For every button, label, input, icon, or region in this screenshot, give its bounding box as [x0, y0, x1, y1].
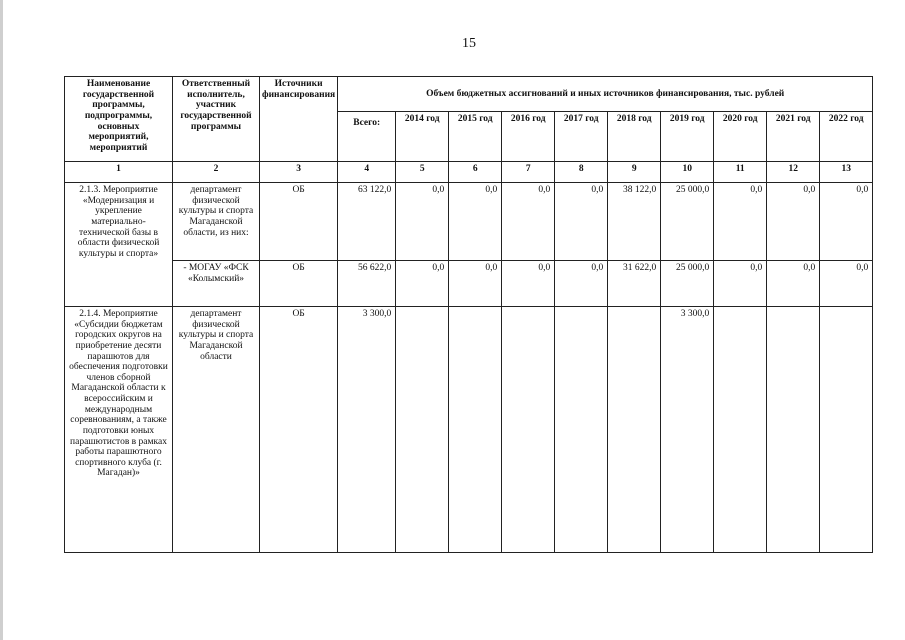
year-value — [555, 307, 608, 553]
column-number: 3 — [260, 162, 338, 183]
column-number: 12 — [767, 162, 820, 183]
funding-source: ОБ — [260, 261, 338, 307]
year-value: 0,0 — [767, 183, 820, 261]
year-value: 3 300,0 — [661, 307, 714, 553]
header-year: 2016 год — [502, 112, 555, 162]
executor: - МОГАУ «ФСК «Колымский» — [173, 261, 260, 307]
year-value: 0,0 — [714, 183, 767, 261]
year-value: 38 122,0 — [608, 183, 661, 261]
year-value — [502, 307, 555, 553]
year-value: 0,0 — [820, 183, 873, 261]
year-value — [767, 307, 820, 553]
column-number: 4 — [338, 162, 396, 183]
column-number: 13 — [820, 162, 873, 183]
column-number: 11 — [714, 162, 767, 183]
header-row-1 — [65, 77, 873, 112]
year-value: 0,0 — [820, 261, 873, 307]
column-number: 10 — [661, 162, 714, 183]
header-year: 2022 год — [820, 112, 873, 162]
header-year: 2021 год — [767, 112, 820, 162]
year-value: 0,0 — [449, 183, 502, 261]
year-value: 25 000,0 — [661, 261, 714, 307]
year-value: 0,0 — [767, 261, 820, 307]
year-value: 0,0 — [502, 183, 555, 261]
column-number: 5 — [396, 162, 449, 183]
column-number: 7 — [502, 162, 555, 183]
year-value: 0,0 — [555, 261, 608, 307]
header-year: 2020 год — [714, 112, 767, 162]
total-value: 63 122,0 — [338, 183, 396, 261]
year-value — [396, 307, 449, 553]
year-value: 0,0 — [449, 261, 502, 307]
year-value: 0,0 — [555, 183, 608, 261]
funding-source: ОБ — [260, 183, 338, 261]
header-year: 2017 год — [555, 112, 608, 162]
year-value — [714, 307, 767, 553]
scan-edge — [0, 0, 3, 640]
activity-name: 2.1.4. Мероприятие «Субсидии бюджетам городских округов на приобретение десяти парашютов для обеспечения подготовки членов сборной Магаданской области к всероссийским и международным соревнованиям, а также подготовки юных парашютистов в рамках работы парашютного спортивного клуба (г. Магадан)» — [65, 307, 173, 553]
header-executor: Ответственный исполнитель, участник государственной программы — [173, 77, 260, 162]
executor: департамент физической культуры и спорта Магаданской области — [173, 307, 260, 553]
year-value: 0,0 — [502, 261, 555, 307]
year-value — [608, 307, 661, 553]
year-value: 0,0 — [396, 261, 449, 307]
column-number: 9 — [608, 162, 661, 183]
column-number: 2 — [173, 162, 260, 183]
table-row — [65, 261, 873, 307]
year-value — [449, 307, 502, 553]
page-number: 15 — [462, 36, 476, 51]
total-value: 56 622,0 — [338, 261, 396, 307]
funding-source: ОБ — [260, 307, 338, 553]
column-number: 6 — [449, 162, 502, 183]
column-number: 8 — [555, 162, 608, 183]
year-value: 25 000,0 — [661, 183, 714, 261]
total-value: 3 300,0 — [338, 307, 396, 553]
table-row — [65, 183, 873, 261]
year-value — [820, 307, 873, 553]
header-year: 2015 год — [449, 112, 502, 162]
header-year: 2014 год — [396, 112, 449, 162]
activity-name: 2.1.3. Мероприятие «Модернизация и укрепление материально-технической базы в области физической культуры и спорта» — [65, 183, 173, 307]
budget-table — [64, 76, 873, 553]
header-name: Наименование государственной программы, подпрограммы, основных мероприятий, мероприятий — [65, 77, 173, 162]
table-row — [65, 307, 873, 553]
year-value: 31 622,0 — [608, 261, 661, 307]
header-source: Источники финансирования — [260, 77, 338, 162]
year-value: 0,0 — [396, 183, 449, 261]
column-number-row — [65, 162, 873, 183]
header-year: 2019 год — [661, 112, 714, 162]
header-volume: Объем бюджетных ассигнований и иных источников финансирования, тыс. рублей — [338, 77, 873, 112]
header-year: 2018 год — [608, 112, 661, 162]
executor: департамент физической культуры и спорта Магаданской области, из них: — [173, 183, 260, 261]
header-total: Всего: — [338, 112, 396, 162]
year-value: 0,0 — [714, 261, 767, 307]
column-number: 1 — [65, 162, 173, 183]
